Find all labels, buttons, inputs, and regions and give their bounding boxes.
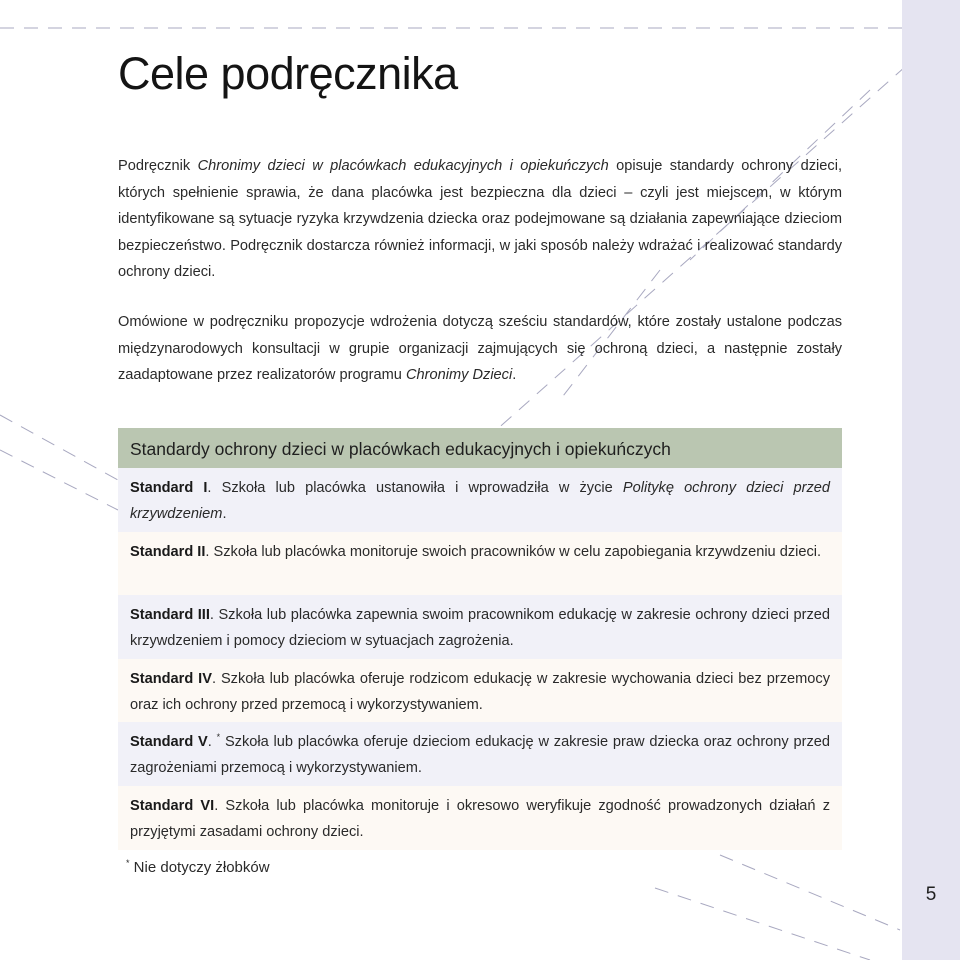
standard-name: Standard II [130, 543, 206, 560]
standard-name: Standard IV [130, 670, 212, 687]
standards-table-header: Standardy ochrony dzieci w placówkach edukacyjnych i opiekuńczych [118, 428, 842, 468]
handbook-title: Chronimy dzieci w placówkach edukacyjnych i opiekuńczych [197, 158, 609, 174]
right-sidebar-strip [902, 0, 960, 960]
intro-paragraph-1: Podręcznik Chronimy dzieci w placówkach edukacyjnych i opiekuńczych opisuje standardy ochrony dzieci, których spełnienie sprawia, że dana placówka jest bezpieczna dla dzieci – czyli jest miejscem, w którym identyfikowane są sytuacje ryzyka krzywdzenia dziecka oraz podejmowane są działania zapewniające dzieciom bezpieczeństwo. Podręcznik dostarcza również informacji, w jaki sposób należy wdrażać i realizować standardy ochrony dzieci. [118, 158, 843, 280]
standard-name: Standard VI [130, 797, 215, 814]
standard-row-4: Standard IV. Szkoła lub placówka oferuje rodzicom edukację w zakresie wychowania dzieci bez przemocy oraz ich ochrony przed przemocą i wykorzystywaniem. [118, 659, 842, 723]
standards-table [118, 428, 842, 850]
program-name: Chronimy Dzieci [405, 367, 513, 383]
standard-row-6: Standard VI. Szkoła lub placówka monitoruje i okresowo weryfikuje zgodność prowadzonych działań z przyjętymi zasadami ochrony dzieci. [118, 786, 842, 850]
standard-name: Standard V [130, 734, 208, 751]
footnote-mark: * [126, 858, 130, 868]
page-number: 5 [925, 884, 937, 905]
policy-title: Politykę ochrony dzieci przed krzywdzeniem [130, 480, 831, 522]
standard-name: Standard III [130, 607, 210, 624]
page-title: Cele podręcznika [118, 48, 458, 99]
footnote: * Nie dotyczy żłobków [126, 858, 270, 876]
standard-name: Standard I [130, 480, 208, 496]
standard-row-2: Standard II. Szkoła lub placówka monitoruje swoich pracowników w celu zapobiegania krzywdzeniu dzieci. [118, 532, 842, 596]
standard-row-5: Standard V. * Szkoła lub placówka oferuje dzieciom edukację w zakresie praw dziecka oraz ochrony przed zagrożeniami przemocą i wykorzystywaniem. [118, 722, 842, 786]
standard-row-1: Standard I. Szkoła lub placówka ustanowiła i wprowadziła w życie Politykę ochrony dzieci przed krzywdzeniem. [118, 468, 842, 532]
footnote-marker: * [216, 732, 221, 743]
standard-row-3: Standard III. Szkoła lub placówka zapewnia swoim pracownikom edukację w zakresie ochrony dzieci przed krzywdzeniem i pomocy dzieciom w sytuacjach zagrożenia. [118, 595, 842, 659]
intro-paragraph-2: Omówione w podręczniku propozycje wdrożenia dotyczą sześciu standardów, które zostały ustalone podczas międzynarodowych konsultacji w grupie organizacji zajmujących się ochroną dzieci, a następnie zostały zaadaptowane przez realizatorów programu Chronimy Dzieci. [118, 314, 842, 383]
